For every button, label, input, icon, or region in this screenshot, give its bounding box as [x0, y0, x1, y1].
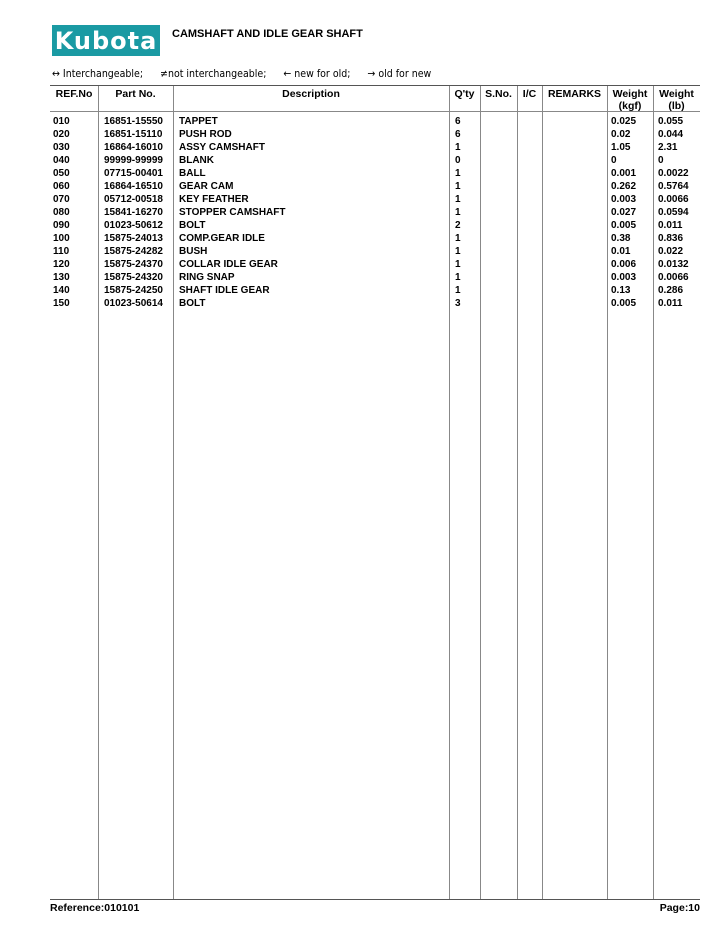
- weight-lb-cell: 0.0066: [658, 194, 689, 205]
- part-no-cell: 16864-16510: [104, 181, 163, 192]
- quantity-cell: 3: [455, 298, 461, 309]
- weight-kgf-cell: 0.005: [611, 298, 637, 309]
- quantity-cell: 1: [455, 246, 461, 257]
- ref-no-cell: 060: [53, 181, 70, 192]
- description-cell: KEY FEATHER: [179, 194, 249, 205]
- table-row: [50, 271, 700, 284]
- weight-kgf-cell: 0.38: [611, 233, 631, 244]
- header-weight-lb: [653, 88, 700, 112]
- table-row: [50, 232, 700, 245]
- ref-no-cell: 080: [53, 207, 70, 218]
- header-part-no: Part No.: [115, 88, 156, 100]
- header-weight-kgf-line1: Weight: [612, 88, 648, 100]
- header-remarks: REMARKS: [547, 88, 602, 100]
- header-weight-kgf: [607, 88, 653, 112]
- part-no-cell: 16851-15110: [104, 129, 163, 140]
- header-weight-lb-line1: Weight: [659, 88, 694, 100]
- weight-kgf-cell: 0.262: [611, 181, 637, 192]
- quantity-cell: 1: [455, 194, 461, 205]
- table-row: [50, 115, 700, 128]
- parts-table: [50, 85, 700, 900]
- logo-text: Kubota: [54, 26, 158, 55]
- ref-no-cell: 040: [53, 155, 70, 166]
- quantity-cell: 2: [455, 220, 461, 231]
- part-no-cell: 01023-50614: [104, 298, 163, 309]
- ref-no-cell: 070: [53, 194, 70, 205]
- part-no-cell: 16864-16010: [104, 142, 163, 153]
- quantity-cell: 6: [455, 129, 461, 140]
- description-cell: RING SNAP: [179, 272, 235, 283]
- quantity-cell: 1: [455, 168, 461, 179]
- page-number: Page:10: [659, 902, 700, 914]
- part-no-cell: 05712-00518: [104, 194, 163, 205]
- header-description: Description: [282, 88, 340, 100]
- part-no-cell: 16851-15550: [104, 116, 163, 127]
- description-cell: BALL: [179, 168, 206, 179]
- ref-no-cell: 030: [53, 142, 70, 153]
- weight-kgf-cell: 1.05: [611, 142, 631, 153]
- description-cell: SHAFT IDLE GEAR: [179, 285, 270, 296]
- ref-no-cell: 090: [53, 220, 70, 231]
- legend-interchangeable: ↔ Interchangeable;: [52, 68, 144, 80]
- header-ref-no: REF.No: [55, 88, 93, 100]
- part-no-cell: 15875-24250: [104, 285, 163, 296]
- header-weight-kgf-line2: (kgf): [618, 100, 642, 112]
- legend: [52, 68, 445, 80]
- header-serial-no: S.No.: [485, 88, 512, 100]
- quantity-cell: 1: [455, 285, 461, 296]
- weight-kgf-cell: 0.006: [611, 259, 637, 270]
- weight-kgf-cell: 0.02: [611, 129, 631, 140]
- kubota-logo: [52, 25, 160, 56]
- description-cell: BUSH: [179, 246, 208, 257]
- table-row: [50, 206, 700, 219]
- quantity-cell: 6: [455, 116, 461, 127]
- weight-lb-cell: 0.022: [658, 246, 684, 257]
- ref-no-cell: 050: [53, 168, 70, 179]
- weight-kgf-cell: 0.003: [611, 272, 637, 283]
- description-cell: COMP.GEAR IDLE: [179, 233, 265, 244]
- quantity-cell: 1: [455, 207, 461, 218]
- ref-no-cell: 110: [53, 246, 70, 257]
- table-row: [50, 180, 700, 193]
- weight-lb-cell: 0.5764: [658, 181, 689, 192]
- weight-lb-cell: 0.011: [658, 298, 683, 309]
- description-cell: PUSH ROD: [179, 129, 232, 140]
- page-title: CAMSHAFT AND IDLE GEAR SHAFT: [172, 28, 363, 40]
- weight-lb-cell: 0.011: [658, 220, 683, 231]
- description-cell: COLLAR IDLE GEAR: [179, 259, 278, 270]
- quantity-cell: 1: [455, 181, 461, 192]
- weight-lb-cell: 0.0132: [658, 259, 689, 270]
- weight-kgf-cell: 0.003: [611, 194, 637, 205]
- quantity-cell: 1: [455, 272, 461, 283]
- part-no-cell: 15841-16270: [104, 207, 163, 218]
- weight-kgf-cell: 0.001: [611, 168, 637, 179]
- ref-no-cell: 100: [53, 233, 70, 244]
- weight-lb-cell: 0: [658, 155, 664, 166]
- part-no-cell: 99999-99999: [104, 155, 163, 166]
- table-row: [50, 284, 700, 297]
- part-no-cell: 15875-24320: [104, 272, 163, 283]
- ref-no-cell: 120: [53, 259, 70, 270]
- table-row: [50, 128, 700, 141]
- table-row: [50, 167, 700, 180]
- weight-lb-cell: 0.286: [658, 285, 684, 296]
- header-divider: [50, 111, 700, 112]
- quantity-cell: 1: [455, 259, 461, 270]
- weight-lb-cell: 0.0022: [658, 168, 689, 179]
- header-quantity: Q'ty: [454, 88, 475, 100]
- quantity-cell: 1: [455, 142, 461, 153]
- description-cell: ASSY CAMSHAFT: [179, 142, 265, 153]
- description-cell: STOPPER CAMSHAFT: [179, 207, 286, 218]
- ref-no-cell: 020: [53, 129, 70, 140]
- ref-no-cell: 140: [53, 285, 70, 296]
- weight-lb-cell: 0.0066: [658, 272, 689, 283]
- weight-kgf-cell: 0.13: [611, 285, 631, 296]
- weight-kgf-cell: 0.01: [611, 246, 631, 257]
- ref-no-cell: 010: [53, 116, 70, 127]
- weight-kgf-cell: 0.005: [611, 220, 637, 231]
- table-body: [50, 115, 700, 310]
- legend-new-for-old: ← new for old;: [283, 68, 351, 80]
- part-no-cell: 07715-00401: [104, 168, 163, 179]
- weight-lb-cell: 0.044: [658, 129, 684, 140]
- table-row: [50, 219, 700, 232]
- weight-lb-cell: 0.055: [658, 116, 684, 127]
- ref-no-cell: 130: [53, 272, 70, 283]
- description-cell: TAPPET: [179, 116, 218, 127]
- weight-lb-cell: 0.0594: [658, 207, 689, 218]
- header-interchange: I/C: [522, 88, 537, 100]
- part-no-cell: 01023-50612: [104, 220, 163, 231]
- legend-not-interchangeable: ≠not interchangeable;: [160, 68, 267, 80]
- reference-number: Reference:010101: [50, 902, 140, 914]
- description-cell: BOLT: [179, 220, 206, 231]
- table-row: [50, 258, 700, 271]
- description-cell: GEAR CAM: [179, 181, 234, 192]
- quantity-cell: 0: [455, 155, 461, 166]
- description-cell: BLANK: [179, 155, 214, 166]
- description-cell: BOLT: [179, 298, 206, 309]
- table-row: [50, 245, 700, 258]
- quantity-cell: 1: [455, 233, 461, 244]
- part-no-cell: 15875-24013: [104, 233, 163, 244]
- weight-kgf-cell: 0.027: [611, 207, 637, 218]
- ref-no-cell: 150: [53, 298, 70, 309]
- table-row: [50, 141, 700, 154]
- legend-old-for-new: → old for new: [367, 68, 432, 80]
- part-no-cell: 15875-24370: [104, 259, 163, 270]
- weight-kgf-cell: 0: [611, 155, 617, 166]
- table-row: [50, 297, 700, 310]
- header-weight-lb-line2: (lb): [668, 100, 685, 112]
- weight-lb-cell: 2.31: [658, 142, 678, 153]
- part-no-cell: 15875-24282: [104, 246, 163, 257]
- weight-lb-cell: 0.836: [658, 233, 684, 244]
- table-row: [50, 193, 700, 206]
- table-row: [50, 154, 700, 167]
- weight-kgf-cell: 0.025: [611, 116, 637, 127]
